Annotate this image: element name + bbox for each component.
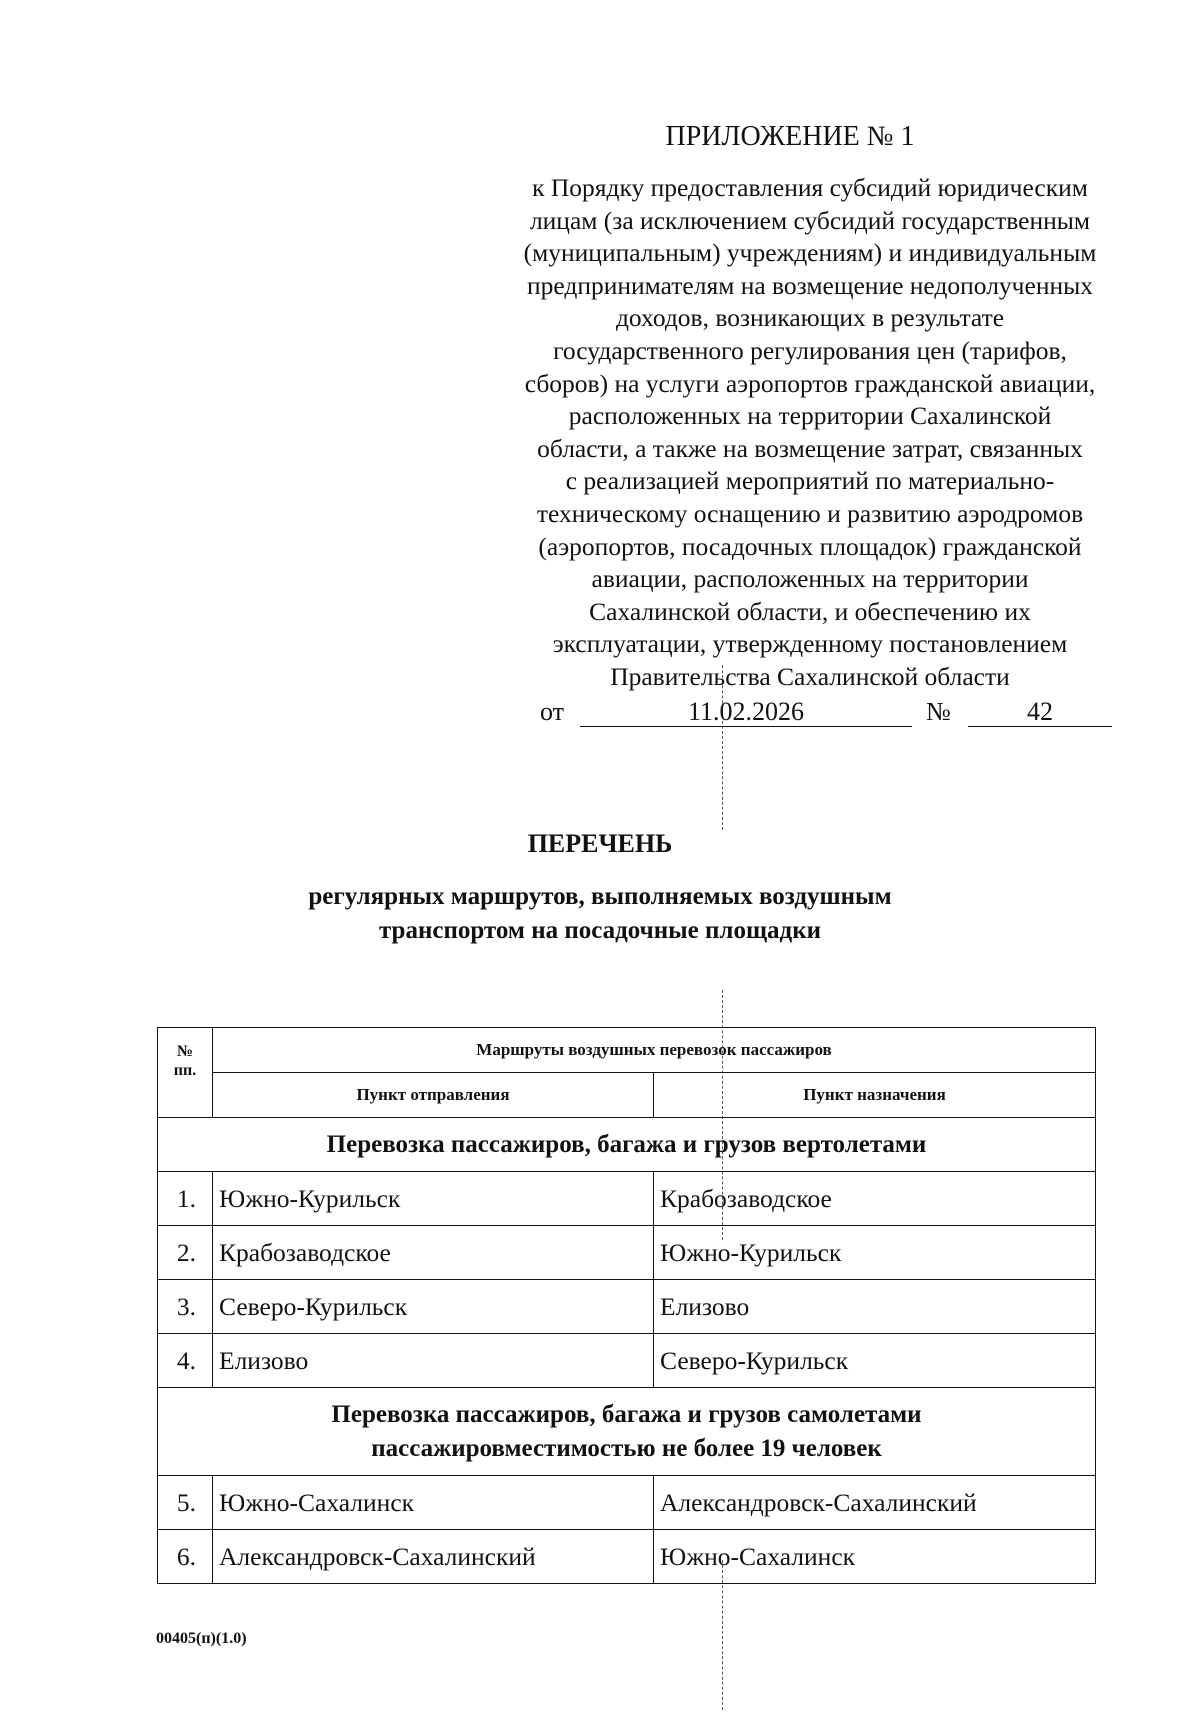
- departure-cell: Александровск-Сахалинский: [213, 1530, 654, 1584]
- departure-cell: Южно-Курильск: [213, 1172, 654, 1226]
- section-title: [158, 1388, 1096, 1476]
- header-routes: Маршруты воздушных перевозок пассажиров: [213, 1028, 1096, 1073]
- destination-cell: Елизово: [654, 1280, 1096, 1334]
- destination-cell: Южно-Курильск: [654, 1226, 1096, 1280]
- departure-cell: Северо-Курильск: [213, 1280, 654, 1334]
- appendix-line: лицам (за исключением субсидий государственным: [529, 205, 1091, 235]
- appendix-line: (аэропортов, посадочных площадок) гражданской: [538, 531, 1082, 561]
- table-subheader-row: [158, 1073, 1096, 1118]
- section-row: [158, 1118, 1096, 1172]
- appendix-line: с реализацией мероприятий по материально-: [565, 466, 1055, 496]
- row-number: 1.: [158, 1172, 213, 1226]
- table-row: [158, 1334, 1096, 1388]
- appendix-line: (муниципальным) учреждениям) и индивидуальным: [523, 238, 1097, 268]
- section-title: Перевозка пассажиров, багажа и грузов вертолетами: [158, 1118, 1096, 1172]
- row-number: 6.: [158, 1530, 213, 1584]
- table-row: [158, 1476, 1096, 1530]
- departure-cell: Крабозаводское: [213, 1226, 654, 1280]
- table-row: [158, 1530, 1096, 1584]
- appendix-line: предпринимателям на возмещение недополученных: [526, 270, 1093, 300]
- table-row: [158, 1280, 1096, 1334]
- table-row: [158, 1172, 1096, 1226]
- appendix-line: техническому оснащению и развитию аэродромов: [536, 498, 1084, 528]
- appendix-line: сборов) на услуги аэропортов гражданской авиации,: [524, 368, 1096, 398]
- header-destination: Пункт назначения: [654, 1073, 1096, 1118]
- document-subtitle: [0, 880, 1200, 948]
- appendix-line: области, а также на возмещение затрат, связанных: [537, 433, 1083, 463]
- row-number: 2.: [158, 1226, 213, 1280]
- destination-cell: Северо-Курильск: [654, 1334, 1096, 1388]
- number-label: №: [926, 697, 951, 726]
- appendix-line: к Порядку предоставления субсидий юридическим: [532, 173, 1088, 202]
- table-row: [158, 1226, 1096, 1280]
- resolution-details: [540, 696, 1120, 730]
- appendix-line: Сахалинской области, и обеспечению их: [589, 596, 1031, 626]
- row-number: 4.: [158, 1334, 213, 1388]
- appendix-line: расположенных на территории Сахалинской: [568, 401, 1052, 431]
- subtitle-line: транспортом на посадочные площадки: [378, 917, 822, 944]
- header-departure: Пункт отправления: [213, 1073, 654, 1118]
- routes-table: [157, 1027, 1096, 1584]
- resolution-number: 42: [968, 696, 1112, 727]
- appendix-line: государственного регулирования цен (тарифов,: [553, 335, 1067, 365]
- from-label: от: [540, 697, 565, 726]
- appendix-line: доходов, возникающих в результате: [615, 303, 1005, 333]
- section-title-line: пассажировместимостью не более 19 человек: [371, 1434, 882, 1462]
- departure-cell: Южно-Сахалинск: [213, 1476, 654, 1530]
- section-row: [158, 1388, 1096, 1476]
- destination-cell: Александровск-Сахалинский: [654, 1476, 1096, 1530]
- section-title-line: Перевозка пассажиров, багажа и грузов самолетами: [331, 1400, 922, 1428]
- header-num-line2: пп.: [173, 1062, 197, 1079]
- header-row-number: [158, 1028, 213, 1118]
- destination-cell: Крабозаводское: [654, 1172, 1096, 1226]
- table-header-row: [158, 1028, 1096, 1073]
- subtitle-line: регулярных маршрутов, выполняемых воздушным: [308, 883, 892, 910]
- row-number: 3.: [158, 1280, 213, 1334]
- document-title: ПЕРЕЧЕНЬ: [527, 829, 673, 858]
- form-code: 00405(п)(1.0): [156, 1630, 247, 1647]
- appendix-line: эксплуатации, утвержденному постановлением: [552, 629, 1068, 659]
- destination-cell: Южно-Сахалинск: [654, 1530, 1096, 1584]
- resolution-date: 11.02.2026: [580, 696, 912, 727]
- appendix-line: Правительства Сахалинской области: [610, 661, 1010, 691]
- header-num-line1: №: [176, 1043, 194, 1060]
- appendix-description: [480, 172, 1140, 694]
- departure-cell: Елизово: [213, 1334, 654, 1388]
- row-number: 5.: [158, 1476, 213, 1530]
- appendix-line: авиации, расположенных на территории: [591, 564, 1029, 594]
- appendix-title: ПРИЛОЖЕНИЕ № 1: [665, 121, 915, 152]
